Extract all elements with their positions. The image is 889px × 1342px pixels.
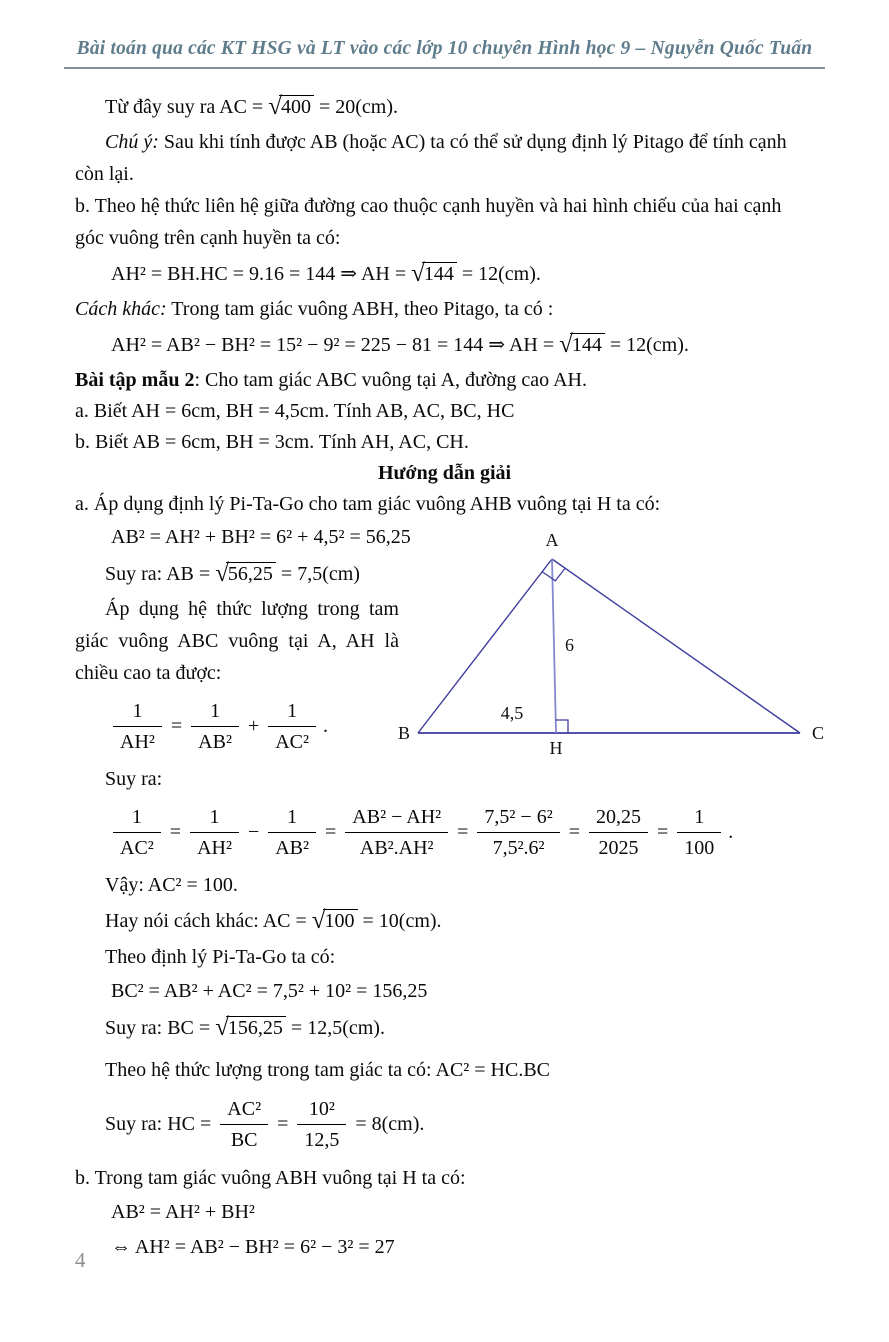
formula-hc: Suy ra: HC = $\frac{\text{AC²}}{BC}$ = $\frac{\text{10²}}{12,5}$ = 8(cm). — [105, 1087, 814, 1161]
formula-bc-squared: BC² = AB² + AC² = 7,5² + 10² = 156,25 — [111, 980, 428, 1002]
page-header — [64, 38, 825, 69]
formula-ab-ah-bh: AB² = AH² + BH² — [111, 1201, 255, 1223]
vertex-a-label: A — [545, 530, 559, 550]
radical-icon: √ — [311, 907, 326, 934]
altitude-ah — [552, 559, 556, 733]
formula-ah-27: ⇔ AH² = AB² − BH² = 6² − 3² = 27 — [111, 1236, 395, 1258]
vertex-b-label: B — [397, 723, 411, 743]
intro-line: Từ đây suy ra AC = √400 = 20(cm). — [105, 87, 814, 126]
fraction: $\frac{20,25}{2025}$ — [589, 802, 648, 863]
header-title: Bài toán qua các KT HSG và LT vào các lớp 10 chuyên Hình học 9 – Nguyễn Quốc Tuấn — [76, 38, 813, 59]
note-paragraph: Chú ý: Sau khi tính được AB (hoặc AC) ta có thể sử dụng định lý Pitago để tính cạnh còn lại. — [75, 131, 787, 185]
pitago-line: Theo định lý Pi-Ta-Go ta có: — [105, 946, 336, 968]
example-2-heading: Bài tập mẫu 2: Cho tam giác ABC vuông tại A, đường cao AH. — [75, 369, 587, 391]
triangle-svg — [394, 530, 834, 762]
suy-ra-line: Suy ra: — [105, 768, 163, 790]
wrap-paragraph: Áp dụng hệ thức lượng trong tam giác vuông ABC vuông tại A, AH là chiều cao ta được: — [75, 598, 399, 684]
sqrt-156-25: √156,25 — [215, 1008, 286, 1047]
formula-pitago-abh: AH² = AB² − BH² = 15² − 9² = 225 − 81 = 144 ⇒ AH = √144 = 12(cm). — [111, 325, 814, 364]
ah-length-label: 6 — [565, 635, 574, 655]
fraction: $\frac{1}{\text{AH²}}$ — [190, 802, 239, 863]
item-b1-paragraph: b. Theo hệ thức liên hệ giữa đường cao thuộc cạnh huyền và hai hình chiếu của hai cạnh góc vuông trên cạnh huyền ta có: — [75, 195, 782, 249]
formula-reciprocal-expanded: $\frac{1}{\text{AC²}}$ = $\frac{1}{\text{AH²}}$ − $\frac{1}{\text{AB²}}$ = $\frac{\text{AB² − AH²}}{\text{AB².AH²}}$ = $\frac{\text{7,5² − 6²}}{\text{7,5².6²}}$ = $\frac{20,25}{2025}$ = $\frac{1}{100}$ . — [113, 795, 814, 869]
fraction: $\frac{1}{100}$ — [677, 802, 721, 863]
example-2-label: Bài tập mẫu 2 — [75, 369, 195, 391]
triangle-diagram — [394, 530, 834, 762]
vay-line: Vậy: AC² = 100. — [105, 874, 238, 896]
fraction: $\frac{1}{\text{AH²}}$ — [113, 696, 162, 757]
sqrt-100: √100 — [312, 901, 358, 940]
note-label: Chú ý: — [105, 131, 159, 153]
sqrt-144: √144 — [411, 254, 457, 293]
formula-ab-squared: AB² = AH² + BH² = 6² + 4,5² = 56,25 — [111, 526, 411, 548]
formula-bc-result: Suy ra: BC = √156,25 = 12,5(cm). — [105, 1008, 814, 1047]
formula-ac-result: Hay nói cách khác: AC = √100 = 10(cm). — [105, 901, 814, 940]
fraction: $\frac{\text{AC²}}{BC}$ — [220, 1094, 268, 1155]
he-thuc-line: Theo hệ thức lượng trong tam giác ta có: AC² = HC.BC — [105, 1059, 551, 1081]
vertex-c-label: C — [811, 723, 825, 743]
radical-icon: √ — [559, 331, 573, 358]
example-2-item-b: b. Biết AB = 6cm, BH = 3cm. Tính AH, AC, CH. — [75, 431, 469, 453]
fraction: $\frac{\text{7,5² − 6²}}{\text{7,5².6²}}$ — [477, 802, 559, 863]
solution-heading: Hướng dẫn giải — [377, 462, 512, 484]
alt-method-label: Cách khác: — [75, 298, 167, 320]
fraction: $\frac{1}{\text{AC²}}$ — [113, 802, 161, 863]
side-ab — [418, 559, 552, 733]
formula-reciprocal: $\frac{1}{\text{AH²}}$ = $\frac{1}{\text{AB²}}$ + $\frac{1}{\text{AC²}}$ . — [113, 689, 814, 763]
radical-icon: √ — [215, 560, 229, 587]
formula-ab-result: Suy ra: AB = √56,25 = 7,5(cm) — [105, 554, 814, 593]
item-b2-paragraph: b. Trong tam giác vuông ABH vuông tại H ta có: — [75, 1167, 466, 1189]
fraction: $\frac{1}{\text{AB²}}$ — [191, 696, 239, 757]
bh-length-label: 4,5 — [500, 703, 524, 723]
sqrt-144: √144 — [559, 325, 605, 364]
formula-ah-bh-hc: AH² = BH.HC = 9.16 = 144 ⇒ AH = √144 = 12(cm). — [111, 254, 814, 293]
fraction: $\frac{1}{\text{AB²}}$ — [268, 802, 316, 863]
radical-icon: √ — [268, 93, 282, 120]
fraction: $\frac{\text{AB² − AH²}}{\text{AB².AH²}}$ — [345, 802, 448, 863]
right-angle-mark-a — [542, 568, 565, 581]
sqrt-56-25: √56,25 — [215, 554, 276, 593]
fraction: $\frac{1}{\text{AC²}}$ — [268, 696, 316, 757]
side-ac — [552, 559, 800, 733]
alt-method-paragraph: Cách khác: Trong tam giác vuông ABH, theo Pitago, ta có : — [75, 298, 554, 320]
example-2-item-a: a. Biết AH = 6cm, BH = 4,5cm. Tính AB, AC, BC, HC — [75, 400, 515, 422]
page-number: 4 — [75, 1248, 86, 1272]
sqrt-400: √400 — [268, 87, 314, 126]
radical-icon: √ — [411, 260, 425, 287]
foot-h-label: H — [549, 738, 563, 758]
radical-icon: √ — [215, 1014, 229, 1041]
fraction: $\frac{\text{10²}}{12,5}$ — [297, 1094, 346, 1155]
right-angle-mark-h — [556, 720, 568, 733]
solution-step-a: a. Áp dụng định lý Pi-Ta-Go cho tam giác vuông AHB vuông tại H ta có: — [75, 493, 661, 515]
